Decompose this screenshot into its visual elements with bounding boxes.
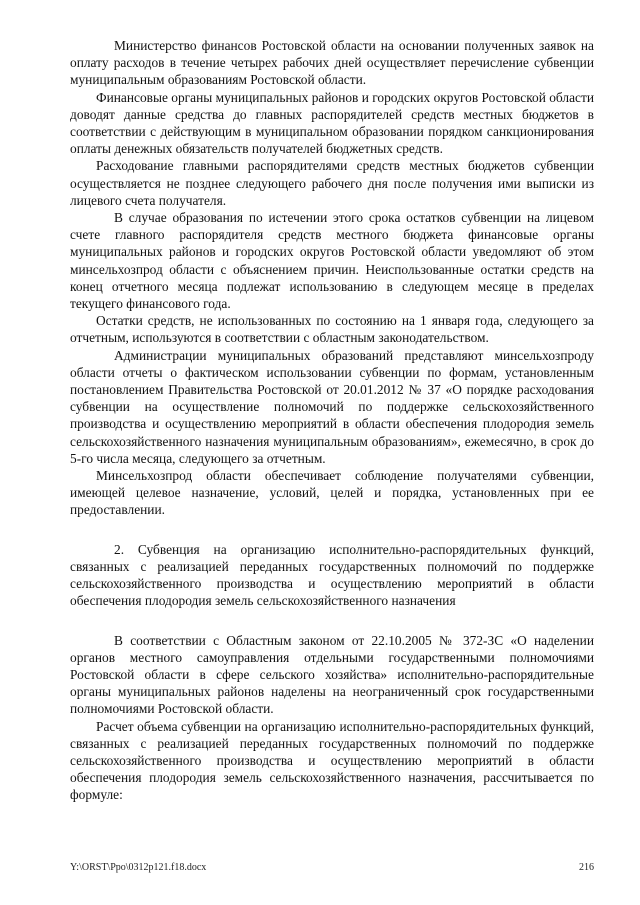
- paragraph-regional-law: В соответствии с Областным законом от 22.10.2005 № 372-ЗС «О наделении органов местного самоуправления отдельными государственными полномочиями Ростовской области в сфере сельского хозяйства» исполнительно-распорядительные органы муниципальных районов наделены на неограниченный срок государственными полномочиями Ростовской области.: [70, 632, 594, 717]
- page-footer: [70, 862, 594, 876]
- section-heading: 2. Субвенция на организацию исполнительно-распорядительных функций, связанных с реализацией переданных государственных полномочий по поддержке сельскохозяйственного производства и осуществлению мероприятий в области обеспечения плодородия земель сельскохозяйственного назначения: [70, 541, 594, 609]
- paragraph-remaining-balances: В случае образования по истечении этого срока остатков субвенции на лицевом счете главного распорядителя средств местного бюджета финансовые органы муниципальных районов и городских округов Ростовской области уведомляют об этом минсельхозпрод области с объяснением причин. Неиспользованные остатки средств на конец отчетного месяца подлежат использованию в следующем месяце в пределах текущего финансового года.: [70, 210, 594, 312]
- paragraph-transfer-subvention: Министерство финансов Ростовской области на основании полученных заявок на оплату расходов в течение четырех рабочих дней осуществляет перечисление субвенции муниципальным образованиям Ростовской области.: [70, 38, 594, 88]
- paragraph-spending: Расходование главными распорядителями средств местных бюджетов субвенции осуществляется не позднее следующего рабочего дня после получения ими выписки из лицевого счета получателя.: [70, 158, 594, 208]
- paragraph-calculation: Расчет объема субвенции на организацию исполнительно-распорядительных функций, связанных с реализацией переданных государственных полномочий по поддержке сельскохозяйственного производства и осуществлению мероприятий в области обеспечения плодородия земель сельскохозяйственного назначения, рассчитывается по формуле:: [70, 718, 594, 803]
- footer-file-path: Y:\ORST\Ppo\0312p121.f18.docx: [70, 862, 207, 873]
- paragraph-reports: Администрации муниципальных образований представляют минсельхозпроду области отчеты о фактическом использовании субвенции по формам, установленным постановлением Правительства Ростовской от 20.01.2012 № 37 «О порядке расходования субвенции на осуществление полномочий по поддержке сельскохозяйственного производства и осуществлению мероприятий в области обеспечения плодородия земель сельскохозяйственного назначения муниципальным образованиям», ежемесячно, в срок до 5-го числа месяца, следующего за отчетным.: [70, 347, 594, 466]
- page-number: 216: [579, 862, 594, 873]
- document-body: [70, 37, 594, 804]
- paragraph-financial-bodies: Финансовые органы муниципальных районов и городских округов Ростовской области доводят данные средства до главных распорядителей средств местных бюджетов в соответствии с действующим в муниципальном образовании порядком санкционирования оплаты денежных обязательств получателей бюджетных средств.: [70, 89, 594, 157]
- paragraph-compliance: Минсельхозпрод области обеспечивает соблюдение получателями субвенции, имеющей целевое назначение, условий, целей и порядка, установленных при ее предоставлении.: [70, 468, 594, 518]
- paragraph-unused-balances: Остатки средств, не использованных по состоянию на 1 января года, следующего за отчетным, используются в соответствии с областным законодательством.: [70, 313, 594, 346]
